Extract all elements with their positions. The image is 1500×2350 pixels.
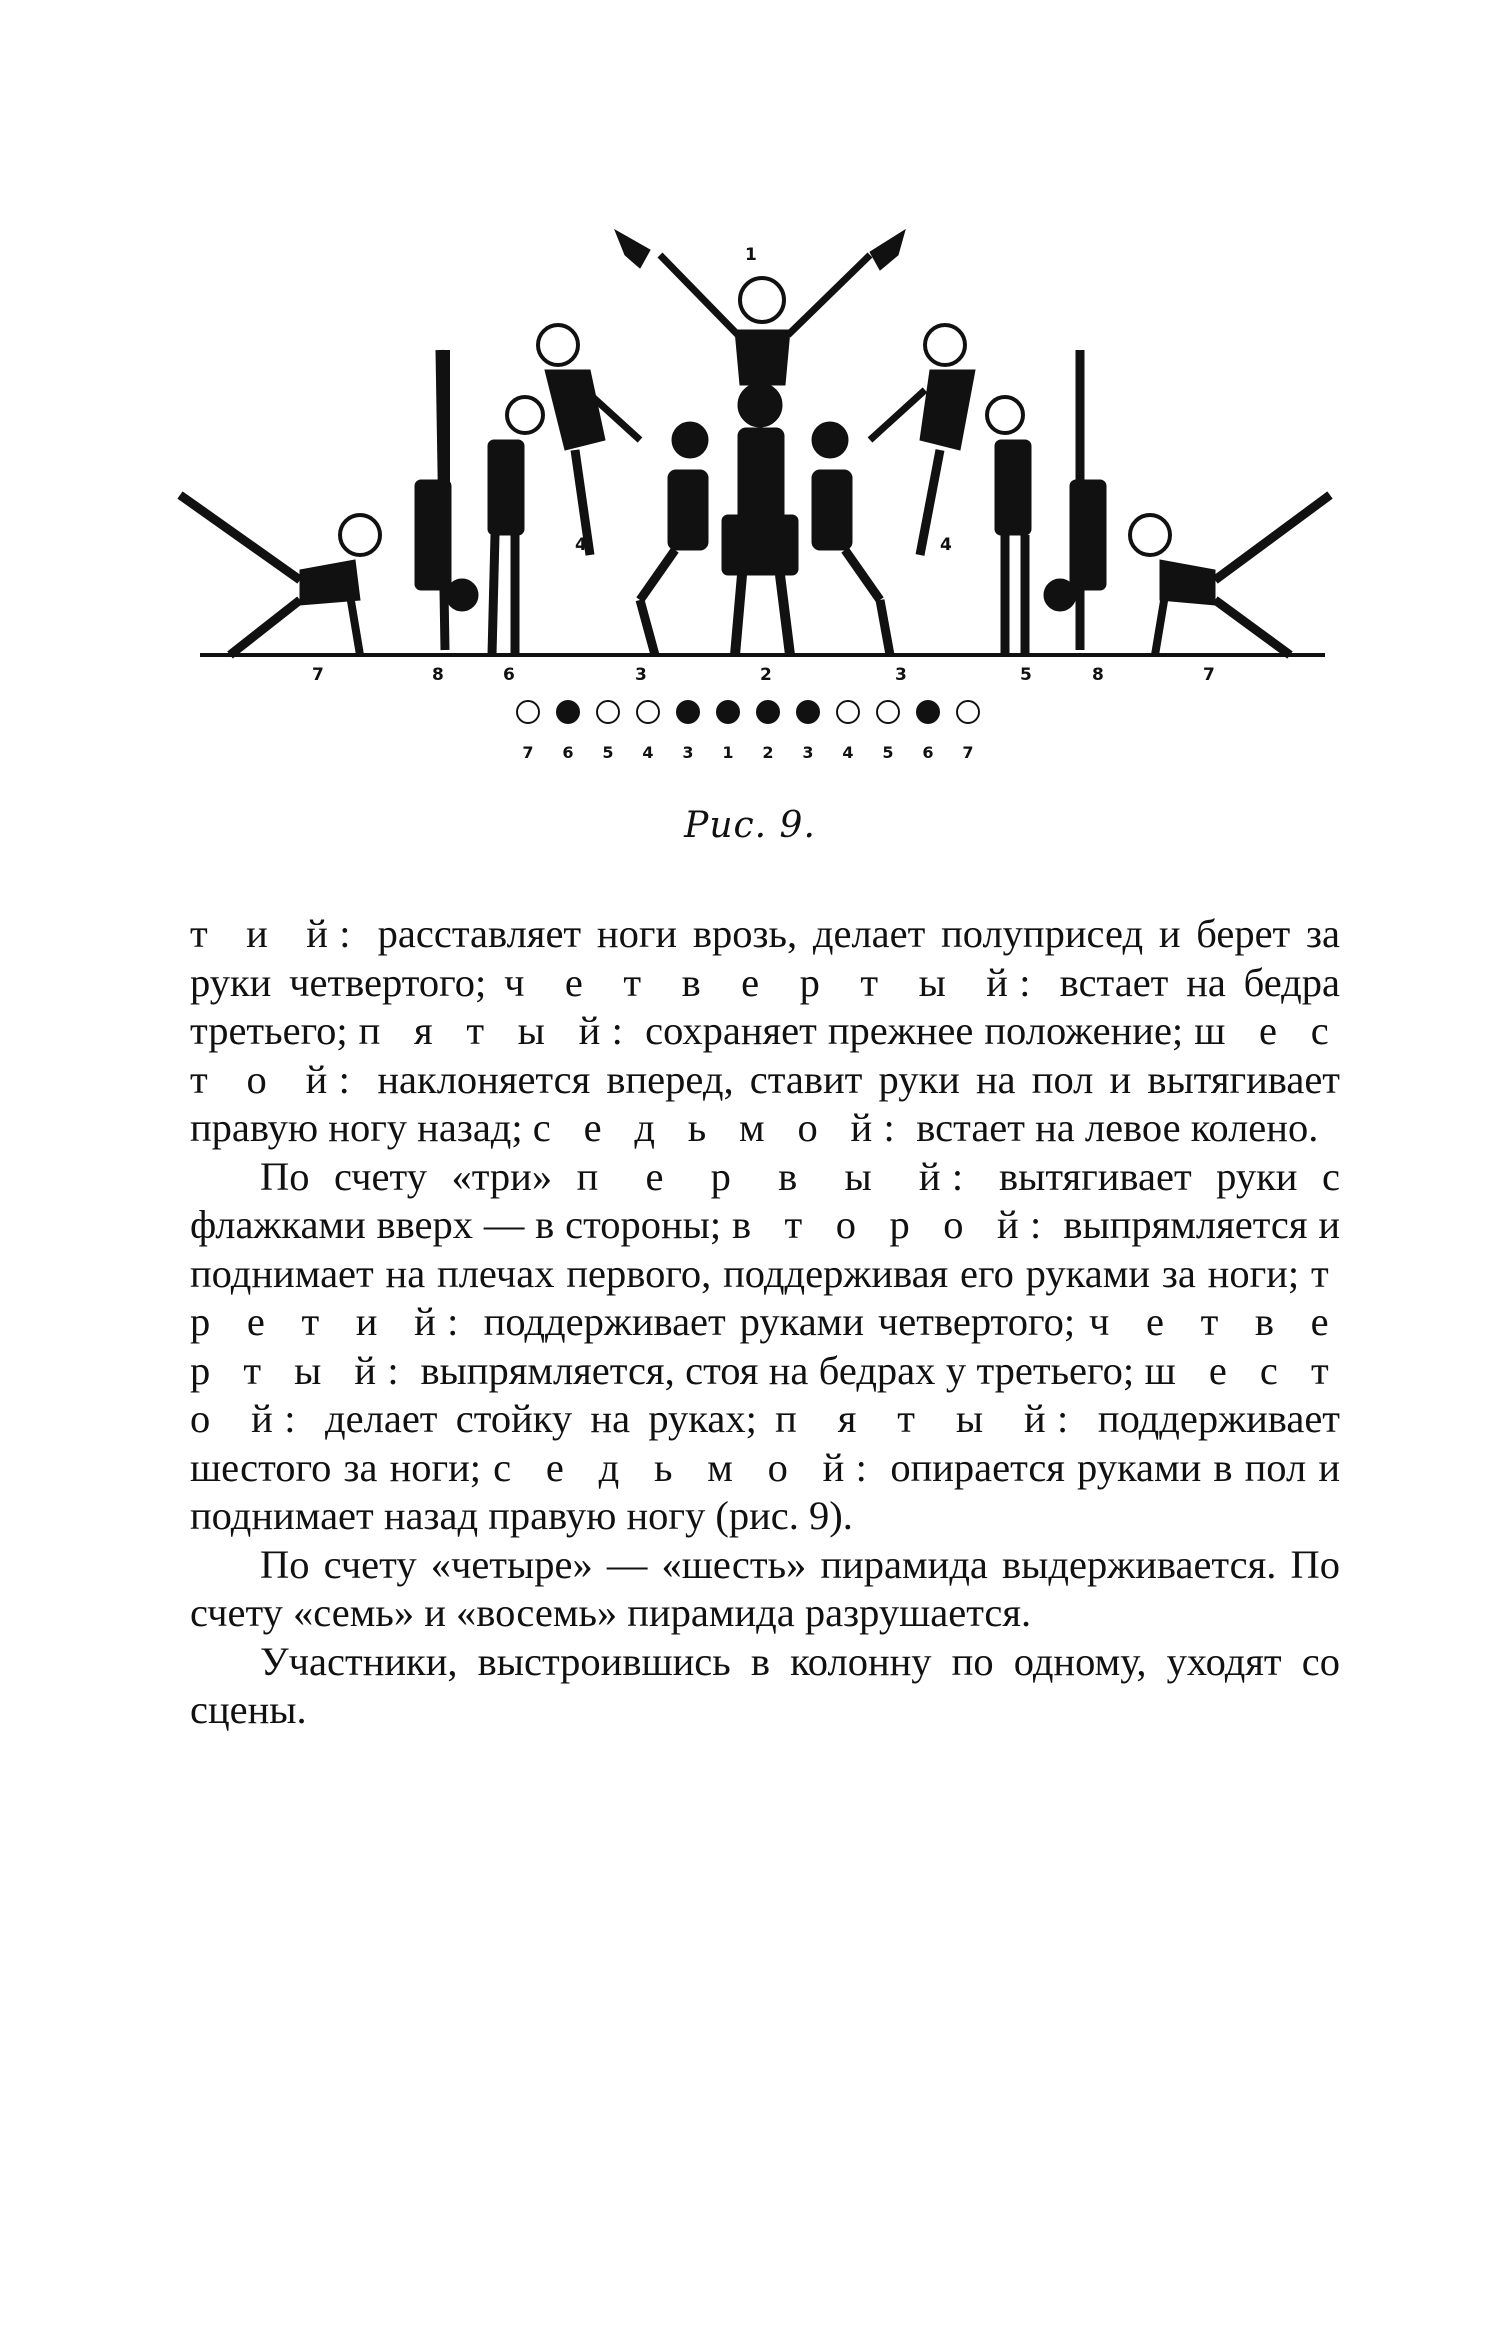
text-run: опирается руками в пол и поднимает назад правую ногу (рис. 9).: [190, 1444, 1340, 1538]
scheme-label: 3: [802, 743, 814, 762]
top-number: 1: [745, 245, 757, 265]
gymnast-5-right: [987, 397, 1031, 655]
scheme-dot: [636, 700, 660, 724]
role-label: т р е т и й:: [190, 1250, 1340, 1344]
scheme-label: 1: [722, 743, 734, 762]
text-run: выпрямляется, стоя на бедрах у третьего;: [410, 1347, 1145, 1393]
side-number-right: 4: [940, 535, 952, 555]
role-label: ч е т в е р т ы й:: [190, 1299, 1340, 1393]
paragraph-2: [190, 1153, 1340, 1541]
text-run: поддерживает руками четвертого;: [469, 1299, 1090, 1344]
text-run: выпрямляется и поднимает на плечах первого, поддерживая его руками за ноги;: [190, 1202, 1340, 1296]
ground-number: 8: [1092, 665, 1104, 685]
ground-number: 3: [895, 665, 907, 685]
paragraph-4: Участники, выстроившись в колонну по одному, уходят со сцены.: [190, 1638, 1340, 1732]
scheme-dot: [556, 700, 580, 724]
scheme-label: 7: [962, 743, 974, 762]
role-label: ш е с т о й:: [190, 1347, 1341, 1441]
scheme-dot: [916, 700, 940, 724]
scheme-dot: [596, 700, 620, 724]
scheme-dot: [796, 700, 820, 724]
scheme-label: 4: [842, 743, 854, 762]
ground-number: 7: [1203, 665, 1215, 685]
gymnast-7-left: [180, 495, 380, 655]
scheme-dot: [516, 700, 540, 724]
role-label: с е д ь м о й:: [493, 1444, 879, 1490]
role-label: ш е с т о й:: [190, 1008, 1341, 1102]
ground-number: 7: [312, 665, 324, 685]
scheme-label: 6: [562, 743, 574, 762]
gymnast-4-left: [538, 325, 640, 555]
gymnast-6-left: [415, 350, 478, 650]
text-run: По счету «три»: [260, 1153, 577, 1199]
ground-number: 8: [432, 665, 444, 685]
role-label: в т о р о й:: [731, 1202, 1053, 1247]
ground-number: 6: [503, 665, 515, 685]
gymnast-3-right: [812, 422, 890, 655]
scheme-label: 6: [922, 743, 934, 762]
gymnast-2: [722, 383, 798, 655]
scheme-dot: [676, 700, 700, 724]
scheme-label: 5: [602, 743, 614, 762]
scheme-label: 7: [522, 743, 534, 762]
role-label: с е д ь м о й:: [532, 1105, 907, 1150]
scheme-label: 5: [882, 743, 894, 762]
role-label: т и й:: [190, 911, 362, 956]
text-run: расставляет ноги врозь, делает полуприсед и берет за руки четвертого;: [190, 911, 1340, 1005]
text-run: наклоняется вперед, ставит руки на пол и вытягивает правую ногу назад;: [190, 1056, 1340, 1150]
text-run: поддерживает шестого за ноги;: [190, 1396, 1340, 1490]
gymnast-4-right: [870, 325, 975, 555]
scheme-dot: [956, 700, 980, 724]
text-run: встает на левое колено.: [906, 1105, 1319, 1150]
scheme-label: 3: [682, 743, 694, 762]
gymnast-5-left: [488, 397, 543, 655]
gymnast-1: [615, 230, 905, 385]
ground-number: 5: [1020, 665, 1032, 685]
paragraph-3: По счету «четыре» — «шесть» пирамида выдерживается. По счету «семь» и «восемь» пирамида разрушается.: [190, 1541, 1340, 1635]
scheme-dot: [876, 700, 900, 724]
gymnast-7-right: [1130, 495, 1330, 655]
formation-scheme: [516, 700, 996, 730]
text-run: делает стойку на руках;: [306, 1396, 776, 1441]
gymnast-3-left: [640, 422, 708, 655]
scheme-dot: [756, 700, 780, 724]
scheme-dot: [836, 700, 860, 724]
role-label: ч е т в е р т ы й:: [504, 959, 1042, 1005]
text-run: встает на бедра третьего;: [190, 959, 1340, 1053]
scheme-dot: [716, 700, 740, 724]
side-number-left: 4: [575, 535, 587, 555]
ground-number: 2: [760, 665, 772, 685]
pyramid-illustration: [0, 0, 1500, 680]
text-run: вытягивает руки с флажками вверх — в стороны;: [190, 1153, 1340, 1247]
pyramid-figure: [0, 0, 1500, 846]
scheme-label: 4: [642, 743, 654, 762]
paragraph-1: [190, 910, 1340, 1153]
role-label: п я т ы й:: [358, 1008, 635, 1053]
gymnast-6-right: [1044, 350, 1106, 650]
role-label: п я т ы й:: [775, 1396, 1080, 1441]
scheme-label: 2: [762, 743, 774, 762]
ground-number: 3: [635, 665, 647, 685]
figure-caption: Рис. 9.: [684, 805, 816, 846]
body-text: [190, 910, 1340, 1735]
text-run: сохраняет прежнее положение;: [634, 1008, 1195, 1053]
role-label: п е р в ы й:: [576, 1153, 975, 1199]
